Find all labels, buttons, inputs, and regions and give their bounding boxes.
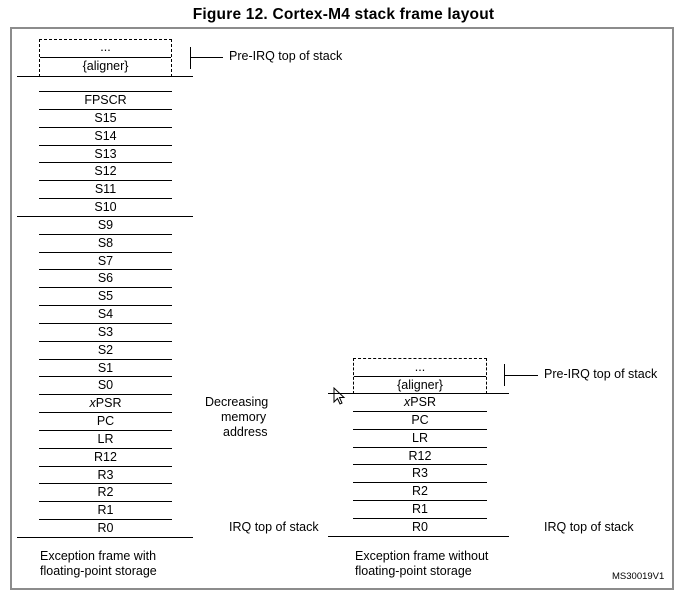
left-stack-cell-s3: S3 — [97, 324, 114, 339]
left-stack-cell-s9: S9 — [97, 217, 114, 232]
left-stack-cell-s6: S6 — [97, 271, 114, 286]
left-stack-cell-s14: S14 — [94, 128, 117, 143]
left-stack-cell-s11: S11 — [94, 182, 117, 197]
right-stack-cell-r2: R2 — [412, 484, 428, 499]
right-pre-irq-label: Pre-IRQ top of stack — [544, 367, 658, 381]
left-stack-cell-r0: R0 — [97, 521, 114, 536]
left-stack-cell-s2: S2 — [97, 342, 114, 357]
left-xpsr-prefix: x — [89, 396, 96, 411]
figure-id: MS30019V1 — [612, 571, 665, 582]
left-stack-cell-s4: S4 — [97, 307, 114, 322]
right-xpsr-prefix: x — [404, 395, 411, 409]
left-stack-cell-xpsr — [39, 395, 172, 412]
right-stack-cell-pc: PC — [411, 412, 429, 427]
right-caption-line2: floating-point storage — [355, 564, 472, 578]
left-stack-cell-r12: R12 — [94, 449, 117, 464]
right-pre-irq-pointer — [504, 375, 538, 376]
left-stack-cell-s0: S0 — [97, 378, 114, 393]
mouse-cursor-icon — [333, 387, 347, 407]
left-xpsr-suffix: PSR — [95, 396, 122, 411]
right-caption-line1: Exception frame without — [355, 549, 489, 563]
left-pre-irq-bracket — [190, 47, 191, 69]
left-top-boundary-line — [17, 76, 193, 77]
left-caption-line1: Exception frame with — [40, 549, 157, 563]
left-row-separator — [17, 537, 193, 538]
right-stack-cell-lr: LR — [412, 430, 428, 445]
left-stack-cell-s7: S7 — [97, 253, 114, 268]
left-caption-line2: floating-point storage — [40, 564, 157, 578]
left-stack-cell-s15: S15 — [94, 110, 117, 125]
right-aligner-cell: {aligner} — [397, 378, 443, 392]
left-stack-cell-s8: S8 — [97, 235, 114, 250]
left-stack-cell-r3: R3 — [97, 467, 114, 482]
left-stack-cell-s5: S5 — [97, 289, 114, 304]
left-stack-cell-fpscr: FPSCR — [84, 93, 127, 107]
left-pre-irq-label: Pre-IRQ top of stack — [229, 49, 343, 63]
left-stack-cell-r1: R1 — [97, 503, 114, 518]
left-stack-cell-s1: S1 — [97, 360, 114, 375]
left-stack-cell-r2: R2 — [97, 485, 114, 500]
right-stack-cell-r12: R12 — [408, 448, 432, 463]
left-irq-top-label: IRQ top of stack — [229, 520, 319, 534]
figure-title: Figure 12. Cortex-M4 stack frame layout — [192, 6, 495, 23]
right-irq-top-label: IRQ top of stack — [544, 520, 634, 534]
left-ellipsis-cell: ... — [100, 40, 111, 54]
right-stack-cell-r3: R3 — [412, 466, 428, 481]
direction-label-line1: Decreasing — [205, 395, 269, 409]
left-pre-irq-pointer — [190, 57, 223, 58]
left-stack-cell-s12: S12 — [94, 164, 117, 179]
left-aligner-cell: {aligner} — [82, 59, 129, 73]
right-stack-cell-r0: R0 — [412, 519, 428, 534]
left-stack-cell-s13: S13 — [94, 146, 117, 161]
right-ellipsis-cell: ... — [414, 360, 426, 374]
direction-label-line2: memory — [221, 410, 267, 424]
direction-label-line3: address — [223, 425, 268, 439]
left-stack-cell-s10: S10 — [94, 200, 117, 215]
right-xpsr-suffix: PSR — [410, 395, 436, 409]
right-stack-cell-r1: R1 — [412, 502, 428, 517]
left-stack-cell-lr: LR — [97, 431, 114, 446]
right-stack-cell-xpsr — [353, 394, 487, 411]
left-stack-cell-pc: PC — [96, 414, 115, 429]
right-row-separator — [328, 536, 509, 537]
